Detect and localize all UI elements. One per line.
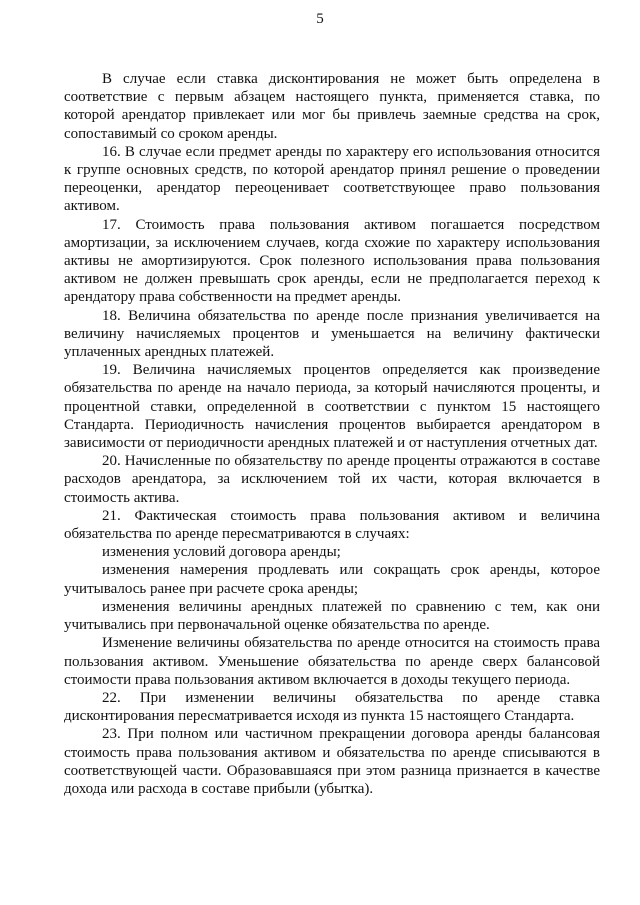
paragraph-18: 18. Величина обязательства по аренде после признания увеличивается на величину начисляемых процентов и уменьшается на величину фактически уплаченных арендных платежей.: [64, 307, 600, 361]
page-number: 5: [316, 11, 324, 27]
paragraph-discount-rate-fallback: В случае если ставка дисконтирования не может быть определена в соответствие с первым абзацем настоящего пункта, применяется ставка, по которой арендатор привлекает или мог бы привлечь заемные средства на срок, сопоставимый со сроком аренды.: [64, 71, 600, 142]
paragraph-liability-change: Изменение величины обязательства по аренде относится на стоимость права пользования активом. Уменьшение обязательства по аренде сверх балансовой стоимости права пользования активом включается в доходы текущего периода.: [64, 635, 600, 688]
paragraph-23: 23. При полном или частичном прекращении договора аренды балансовая стоимость права пользования активом и обязательства по аренде списываются в соответствующей части. Образовавшаяся при этом разница признается в качестве дохода или расхода в составе прибыли (убытка).: [64, 726, 600, 797]
paragraph-20: 20. Начисленные по обязательству по аренде проценты отражаются в составе расходов арендатора, за исключением той их части, которая включается в стоимость актива.: [64, 453, 600, 506]
paragraph-19: 19. Величина начисляемых процентов определяется как произведение обязательства по аренде на начало периода, за который начисляются проценты, и процентной ставки, определенной в соответствии с пунктом 15 настоящего Стандарта. Периодичность начисления процентов выбирается арендатором в зависимости от периодичности арендных платежей и от наступления отчетных дат.: [64, 362, 600, 452]
list-item-lease-term-intent: изменения намерения продлевать или сокращать срок аренды, которое учитывалось ранее при расчете срока аренды;: [64, 562, 600, 597]
paragraph-16: 16. В случае если предмет аренды по характеру его использования относится к группе основных средств, по которой арендатор принял решение о проведении переоценки, арендатор переоценивает соответствующее право пользования активом.: [64, 143, 600, 215]
list-item-contract-terms: изменения условий договора аренды;: [102, 544, 341, 561]
paragraph-21: 21. Фактическая стоимость права пользования активом и величина обязательства по аренде пересматриваются в случаях:: [64, 507, 600, 543]
paragraph-22: 22. При изменении величины обязательства по аренде ставка дисконтирования пересматривается исходя из пункта 15 настоящего Стандарта.: [64, 689, 600, 725]
list-item-lease-payments: изменения величины арендных платежей по сравнению с тем, как они учитывались при первоначальной оценке обязательства по аренде.: [64, 598, 600, 634]
page-body: [64, 70, 600, 798]
paragraph-17: 17. Стоимость права пользования активом погашается посредством амортизации, за исключением случаев, когда схожие по характеру использования активы не амортизируются. Срок полезного использования права пользования активом не должен превышать срок аренды, если не предполагается переход к арендатору права собственности на предмет аренды.: [64, 216, 600, 306]
